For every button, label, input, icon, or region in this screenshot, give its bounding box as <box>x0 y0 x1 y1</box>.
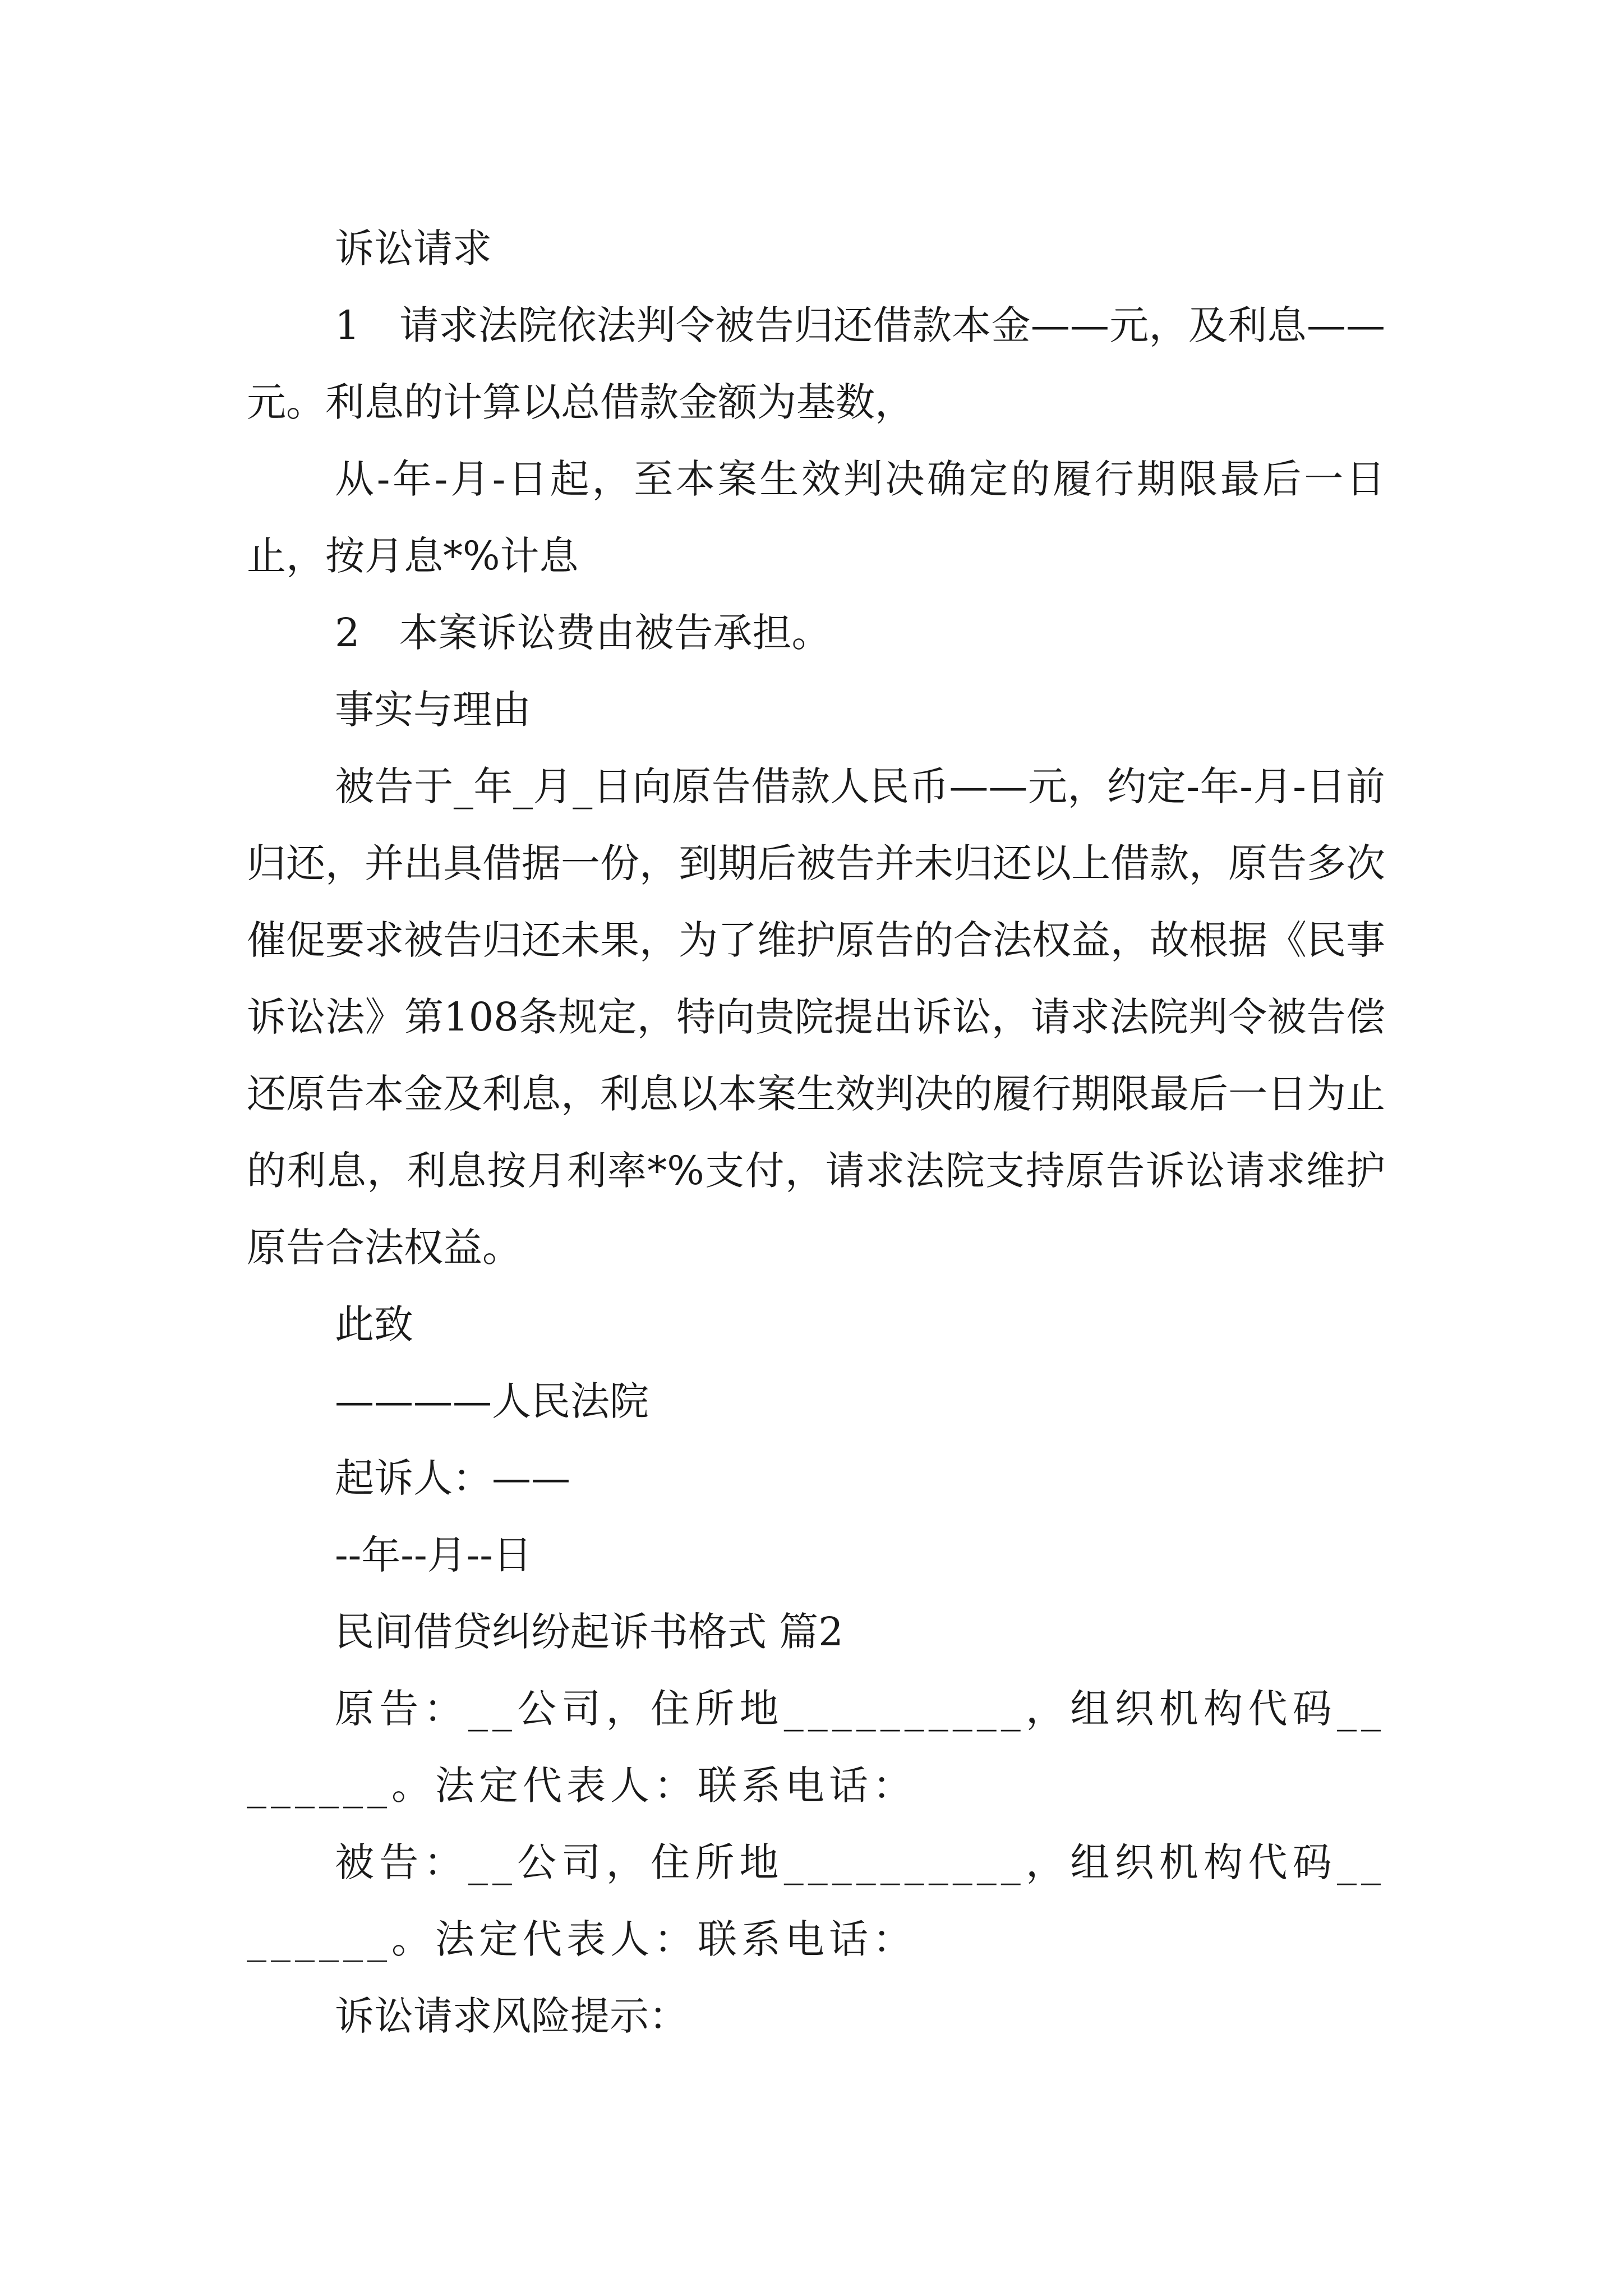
date-line: --年--月--日 <box>335 1532 532 1578</box>
document-body <box>247 210 1385 2055</box>
section-heading-claims: 诉讼请求 <box>335 226 492 272</box>
claim-item-2: 2 本案诉讼费由被告承担。 <box>335 610 831 656</box>
section-heading-facts: 事实与理由 <box>335 687 531 733</box>
court-name: ————人民法院 <box>335 1378 649 1424</box>
article-title-part-2: 民间借贷纠纷起诉书格式 篇2 <box>335 1609 843 1655</box>
salutation: 此致 <box>335 1301 413 1347</box>
claim-item-1: 1 请求法院依法判令被告归还借款本金——元，及利息——元。利息的计算以总借款金额为基数， <box>247 302 1385 425</box>
claims-risk-heading: 诉讼请求风险提示： <box>335 1993 688 2039</box>
facts-paragraph: 被告于_年_月_日向原告借款人民币——元，约定-年-月-日前归还，并出具借据一份，到期后被告并未归还以上借款，原告多次催促要求被告归还未果，为了维护原告的合法权益，故根据《民事诉讼法》第108条规定，特向贵院提出诉讼，请求法院判令被告偿还原告本金及利息，利息以本案生效判决的履行期限最后一日为止的利息，利息按月利率*%支付，请求法院支持原告诉讼请求维护原告合法权益。 <box>247 763 1385 1271</box>
defendant-info: 被告：__公司，住所地__________，组织机构代码________。法定代表人：联系电话： <box>247 1839 1385 1962</box>
plaintiff-signature: 起诉人：—— <box>335 1455 570 1501</box>
claim-item-1-continued: 从-年-月-日起，至本案生效判决确定的履行期限最后一日止，按月息*%计息 <box>247 456 1385 579</box>
plaintiff-info: 原告：__公司，住所地__________，组织机构代码________。法定代表人：联系电话： <box>247 1686 1385 1809</box>
